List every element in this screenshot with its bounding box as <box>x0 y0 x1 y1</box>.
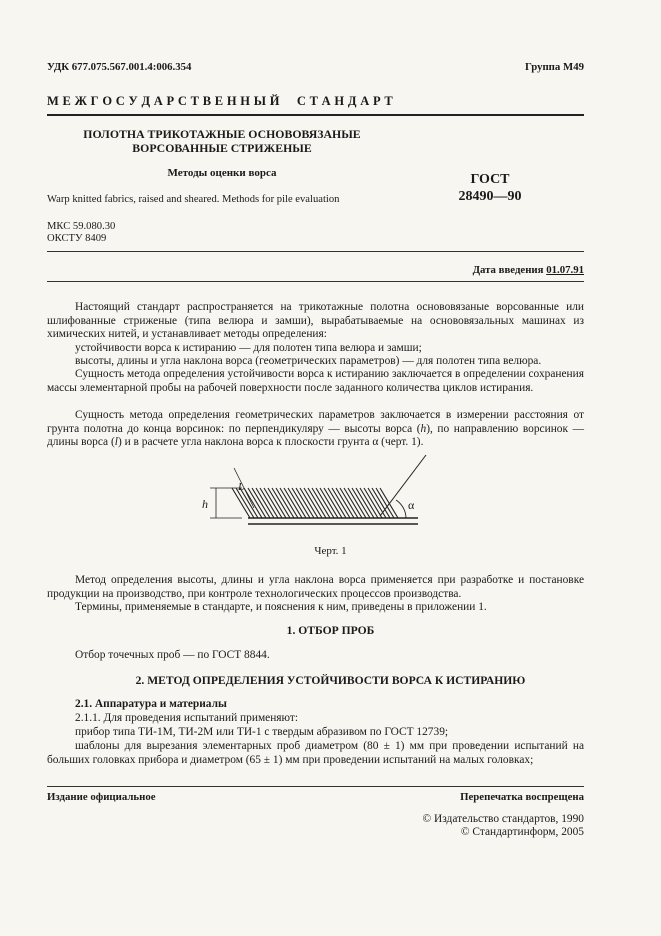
section-2-device: прибор типа ТИ-1М, ТИ-2М или ТИ-1 с твердым абразивом по ГОСТ 12739; <box>75 726 449 738</box>
section-1-heading: 1. ОТБОР ПРОБ <box>286 624 375 637</box>
intro-paragraph-4: Сущность метода определения устойчивости ворса к истиранию заключается в определении сохранения массы элементарной пробы на рабочей поверхности после заданного количества циклов истирания. <box>47 368 584 394</box>
intro-paragraph-3: высоты, длины и угла наклона ворса (геометрических параметров) — для полотен типа велюра. <box>75 355 542 367</box>
copyright-1: © Издательство стандартов, 1990 <box>422 813 584 825</box>
intro-date-value: 01.07.91 <box>546 264 584 276</box>
footer-rule <box>47 786 584 787</box>
title-line-2: ВОРСОВАННЫЕ СТРИЖЕНЫЕ <box>132 141 312 155</box>
section-2-heading: 2. МЕТОД ОПРЕДЕЛЕНИЯ УСТОЙЧИВОСТИ ВОРСА К ИСТИРАНИЮ <box>135 674 526 687</box>
gost-label: ГОСТ <box>470 172 510 187</box>
title-subtitle: Методы оценки ворса <box>167 167 277 179</box>
title-rule <box>47 251 584 252</box>
header-rule <box>47 114 584 116</box>
group-code: Группа М49 <box>525 61 584 73</box>
intro-date-label: Дата введения <box>472 264 547 276</box>
figure-label-l: L <box>238 481 245 493</box>
intro-paragraph-2: устойчивости ворса к истиранию — для полотен типа велюра и замши; <box>75 342 422 354</box>
official-edition: Издание официальное <box>47 791 156 803</box>
figure-label-alpha: α <box>408 498 415 512</box>
title-line-1: ПОЛОТНА ТРИКОТАЖНЫЕ ОСНОВОВЯЗАНЫЕ <box>83 127 361 141</box>
figure-label-h: h <box>202 497 208 511</box>
intro-paragraph-1: Настоящий стандарт распространяется на трикотажные полотна основовязаные ворсованные или шлифованные стриженые (типа велюра и замши), вырабатываемые на основовязальных машинах из химических нитей, и устанавливает методы определения: <box>47 301 584 341</box>
section-2-1-heading: 2.1. Аппаратура и материалы <box>75 698 227 710</box>
title-english: Warp knitted fabrics, raised and sheared. Methods for pile evaluation <box>47 194 340 205</box>
udk-code: УДК 677.075.567.001.4:006.354 <box>47 61 192 73</box>
date-rule <box>47 281 584 282</box>
figure-caption: Черт. 1 <box>314 545 347 557</box>
mks-code: МКС 59.080.30 <box>47 221 116 232</box>
terms-paragraph: Термины, применяемые в стандарте, и пояснения к ним, приведены в приложении 1. <box>75 601 487 613</box>
section-2-templates: шаблоны для вырезания элементарных проб диаметром (80 ± 1) мм при проведении испытаний на больших головках прибора и диаметром (65 ± 1) мм при проведении испытаний на малых головках; <box>47 740 584 766</box>
okstu-code: ОКСТУ 8409 <box>47 233 107 244</box>
section-2-1-1: 2.1.1. Для проведения испытаний применяют: <box>75 712 299 724</box>
copyright-2: © Стандартинформ, 2005 <box>460 826 584 838</box>
gost-number: 28490—90 <box>458 189 522 204</box>
standard-type: М Е Ж Г О С У Д А Р С Т В Е Н Н Ы Й С Т А Н Д А Р Т <box>47 94 393 108</box>
reprint-notice: Перепечатка воспрещена <box>460 791 584 803</box>
intro-paragraph-5: Сущность метода определения геометрических параметров заключается в измерении расстояния от грунта полотна до конца ворсинок: по перпендикуляру — высоты ворса (h), по направлению ворсинок — длины ворса (l) и в расчете угла наклона ворса к плоскости грунта α (черт. 1). <box>47 409 584 449</box>
pile-diagram <box>190 450 440 535</box>
method-paragraph: Метод определения высоты, длины и угла наклона ворса применяется при разработке и постановке продукции на производство, при контроле технологических процессов производства. <box>47 574 584 600</box>
intro-date <box>473 264 584 276</box>
section-1-text: Отбор точечных проб — по ГОСТ 8844. <box>75 649 270 661</box>
